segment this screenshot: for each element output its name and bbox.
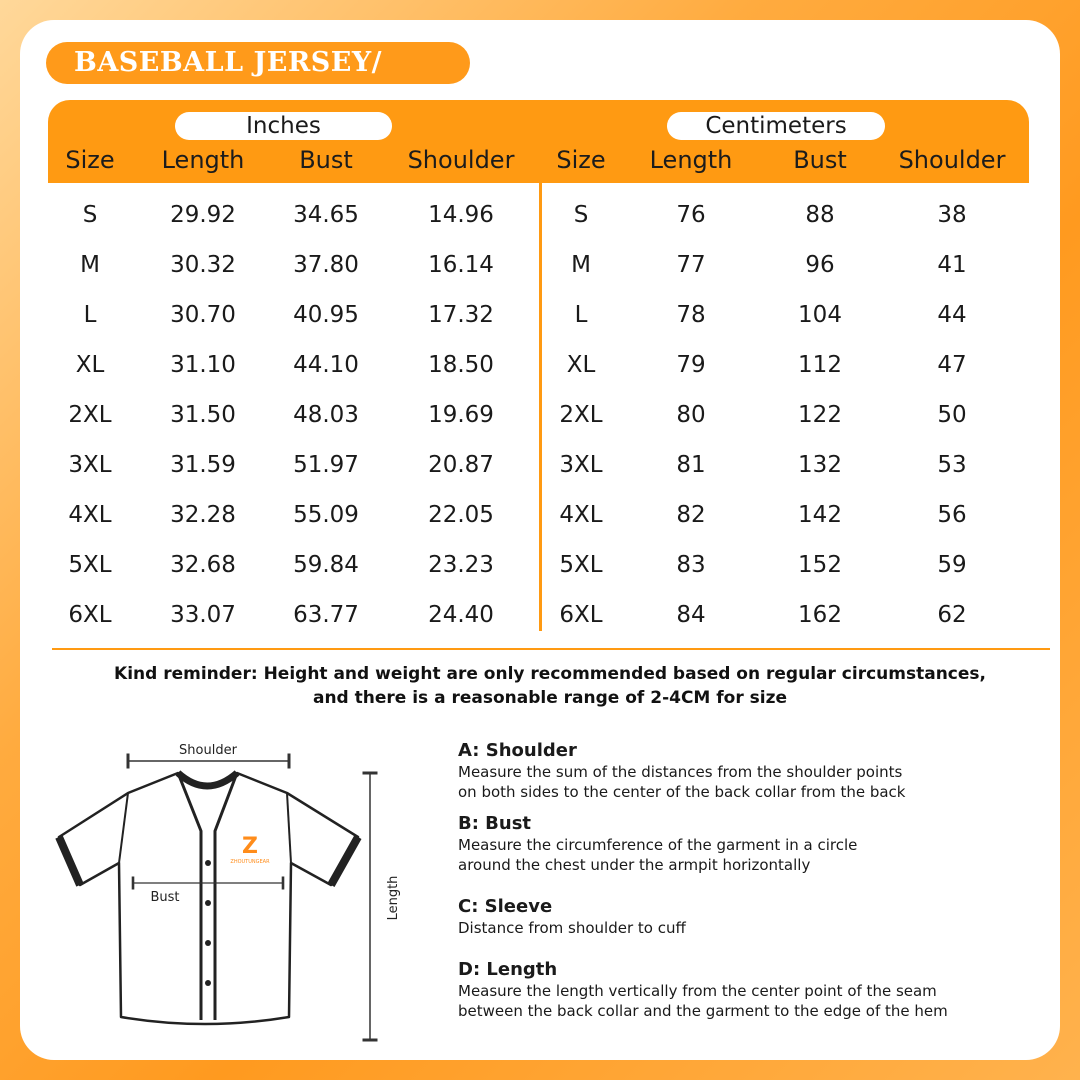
table-cell-size-cm: M (571, 252, 591, 278)
table-cell-length-in: 31.50 (170, 402, 236, 428)
table-cell-bust-cm: 142 (798, 502, 842, 528)
table-cell-size-in: 3XL (68, 452, 112, 478)
table-cell-bust-in: 51.97 (293, 452, 359, 478)
table-cell-length-cm: 77 (676, 252, 706, 278)
measure-heading: D: Length (458, 959, 558, 980)
table-cell-bust-in: 44.10 (293, 352, 359, 378)
measure-description: Distance from shoulder to cuff (458, 919, 686, 937)
table-cell-bust-cm: 132 (798, 452, 842, 478)
table-cell-shoulder-in: 16.14 (428, 252, 494, 278)
table-cell-size-cm: S (573, 202, 589, 228)
table-cell-bust-in: 63.77 (293, 602, 359, 628)
table-cell-length-in: 30.70 (170, 302, 236, 328)
table-cell-shoulder-cm: 62 (937, 602, 967, 628)
table-cell-size-in: 2XL (68, 402, 112, 428)
table-cell-size-cm: 2XL (559, 402, 603, 428)
header-shoulder-in: Shoulder (407, 146, 515, 174)
inches-label: Inches (175, 112, 392, 140)
measure-description: on both sides to the center of the back collar from the back (458, 783, 906, 801)
table-cell-size-in: 5XL (68, 552, 112, 578)
table-column-divider (539, 183, 542, 631)
chart-title: BASEBALL JERSEY/ (46, 42, 470, 84)
table-cell-shoulder-cm: 53 (937, 452, 967, 478)
table-cell-bust-cm: 162 (798, 602, 842, 628)
table-cell-shoulder-in: 23.23 (428, 552, 494, 578)
brand-logo-text: ZHOUTUNGEAR (230, 859, 270, 865)
measure-bust (458, 813, 1048, 875)
table-cell-length-in: 31.10 (170, 352, 236, 378)
table-cell-bust-in: 55.09 (293, 502, 359, 528)
measure-description: Measure the circumference of the garment in a circle (458, 836, 858, 854)
header-shoulder-cm: Shoulder (898, 146, 1006, 174)
table-cell-shoulder-cm: 41 (937, 252, 967, 278)
table-cell-length-cm: 81 (676, 452, 706, 478)
table-cell-size-in: XL (75, 352, 105, 378)
table-cell-shoulder-in: 14.96 (428, 202, 494, 228)
measure-description: Measure the sum of the distances from the shoulder points (458, 763, 903, 781)
table-cell-bust-in: 34.65 (293, 202, 359, 228)
table-cell-bust-in: 48.03 (293, 402, 359, 428)
table-cell-bust-in: 37.80 (293, 252, 359, 278)
kind-reminder (60, 662, 1040, 710)
table-cell-bust-cm: 88 (805, 202, 835, 228)
table-cell-bust-cm: 122 (798, 402, 842, 428)
table-cell-size-in: 4XL (68, 502, 112, 528)
measure-heading: B: Bust (458, 813, 532, 834)
measure-description: around the chest under the armpit horizontally (458, 856, 811, 874)
measure-sleeve (458, 896, 1048, 938)
jersey-diagram (55, 735, 415, 1045)
table-cell-length-in: 30.32 (170, 252, 236, 278)
measure-description: Measure the length vertically from the center point of the seam (458, 982, 937, 1000)
table-cell-length-cm: 84 (676, 602, 706, 628)
table-cell-size-cm: 5XL (559, 552, 603, 578)
header-length-cm: Length (649, 146, 733, 174)
reminder-line-2: and there is a reasonable range of 2-4CM for size (312, 688, 788, 708)
table-cell-shoulder-cm: 50 (937, 402, 967, 428)
table-cell-length-in: 32.68 (170, 552, 236, 578)
table-cell-length-cm: 76 (676, 202, 706, 228)
table-cell-shoulder-cm: 44 (937, 302, 967, 328)
table-cell-length-cm: 80 (676, 402, 706, 428)
table-cell-shoulder-cm: 59 (937, 552, 967, 578)
table-cell-shoulder-in: 19.69 (428, 402, 494, 428)
bust-diagram-label: Bust (150, 890, 180, 905)
shoulder-diagram-label: Shoulder (179, 743, 237, 758)
length-diagram-label: Length (386, 875, 401, 921)
table-cell-length-in: 32.28 (170, 502, 236, 528)
header-length-in: Length (161, 146, 245, 174)
table-cell-size-in: 6XL (68, 602, 112, 628)
table-cell-shoulder-in: 18.50 (428, 352, 494, 378)
table-cell-size-cm: 3XL (559, 452, 603, 478)
table-cell-bust-cm: 96 (805, 252, 835, 278)
measure-length (458, 959, 1048, 1021)
table-cell-size-cm: 6XL (559, 602, 603, 628)
table-cell-length-cm: 79 (676, 352, 706, 378)
brand-logo-icon: Z (242, 834, 258, 859)
reminder-line-1: Kind reminder: Height and weight are only recommended based on regular circumstances, (114, 664, 986, 684)
table-cell-shoulder-in: 20.87 (428, 452, 494, 478)
table-cell-bust-cm: 112 (798, 352, 842, 378)
table-cell-size-cm: L (574, 302, 588, 328)
table-cell-shoulder-cm: 38 (937, 202, 967, 228)
section-divider (52, 648, 1050, 650)
centimeters-label: Centimeters (667, 112, 885, 140)
table-cell-length-in: 31.59 (170, 452, 236, 478)
table-cell-size-in: S (82, 202, 98, 228)
measure-description: between the back collar and the garment to the edge of the hem (458, 1002, 948, 1020)
table-cell-size-cm: 4XL (559, 502, 603, 528)
header-bust-cm: Bust (793, 146, 847, 174)
jersey-outline-icon (55, 735, 415, 1045)
table-cell-shoulder-in: 22.05 (428, 502, 494, 528)
table-cell-shoulder-in: 17.32 (428, 302, 494, 328)
table-cell-size-cm: XL (566, 352, 596, 378)
table-cell-size-in: M (80, 252, 100, 278)
table-cell-length-in: 33.07 (170, 602, 236, 628)
table-cell-length-cm: 82 (676, 502, 706, 528)
table-cell-shoulder-cm: 56 (937, 502, 967, 528)
measure-heading: C: Sleeve (458, 896, 553, 917)
table-cell-length-cm: 83 (676, 552, 706, 578)
measure-shoulder (458, 740, 1048, 802)
table-cell-shoulder-in: 24.40 (428, 602, 494, 628)
table-cell-bust-in: 59.84 (293, 552, 359, 578)
table-cell-length-in: 29.92 (170, 202, 236, 228)
table-cell-bust-cm: 152 (798, 552, 842, 578)
table-cell-bust-cm: 104 (798, 302, 842, 328)
header-size-in: Size (65, 146, 115, 174)
table-cell-length-cm: 78 (676, 302, 706, 328)
table-cell-size-in: L (83, 302, 97, 328)
header-size-cm: Size (556, 146, 606, 174)
table-cell-bust-in: 40.95 (293, 302, 359, 328)
header-bust-in: Bust (299, 146, 353, 174)
measure-heading: A: Shoulder (458, 740, 577, 761)
table-cell-shoulder-cm: 47 (937, 352, 967, 378)
